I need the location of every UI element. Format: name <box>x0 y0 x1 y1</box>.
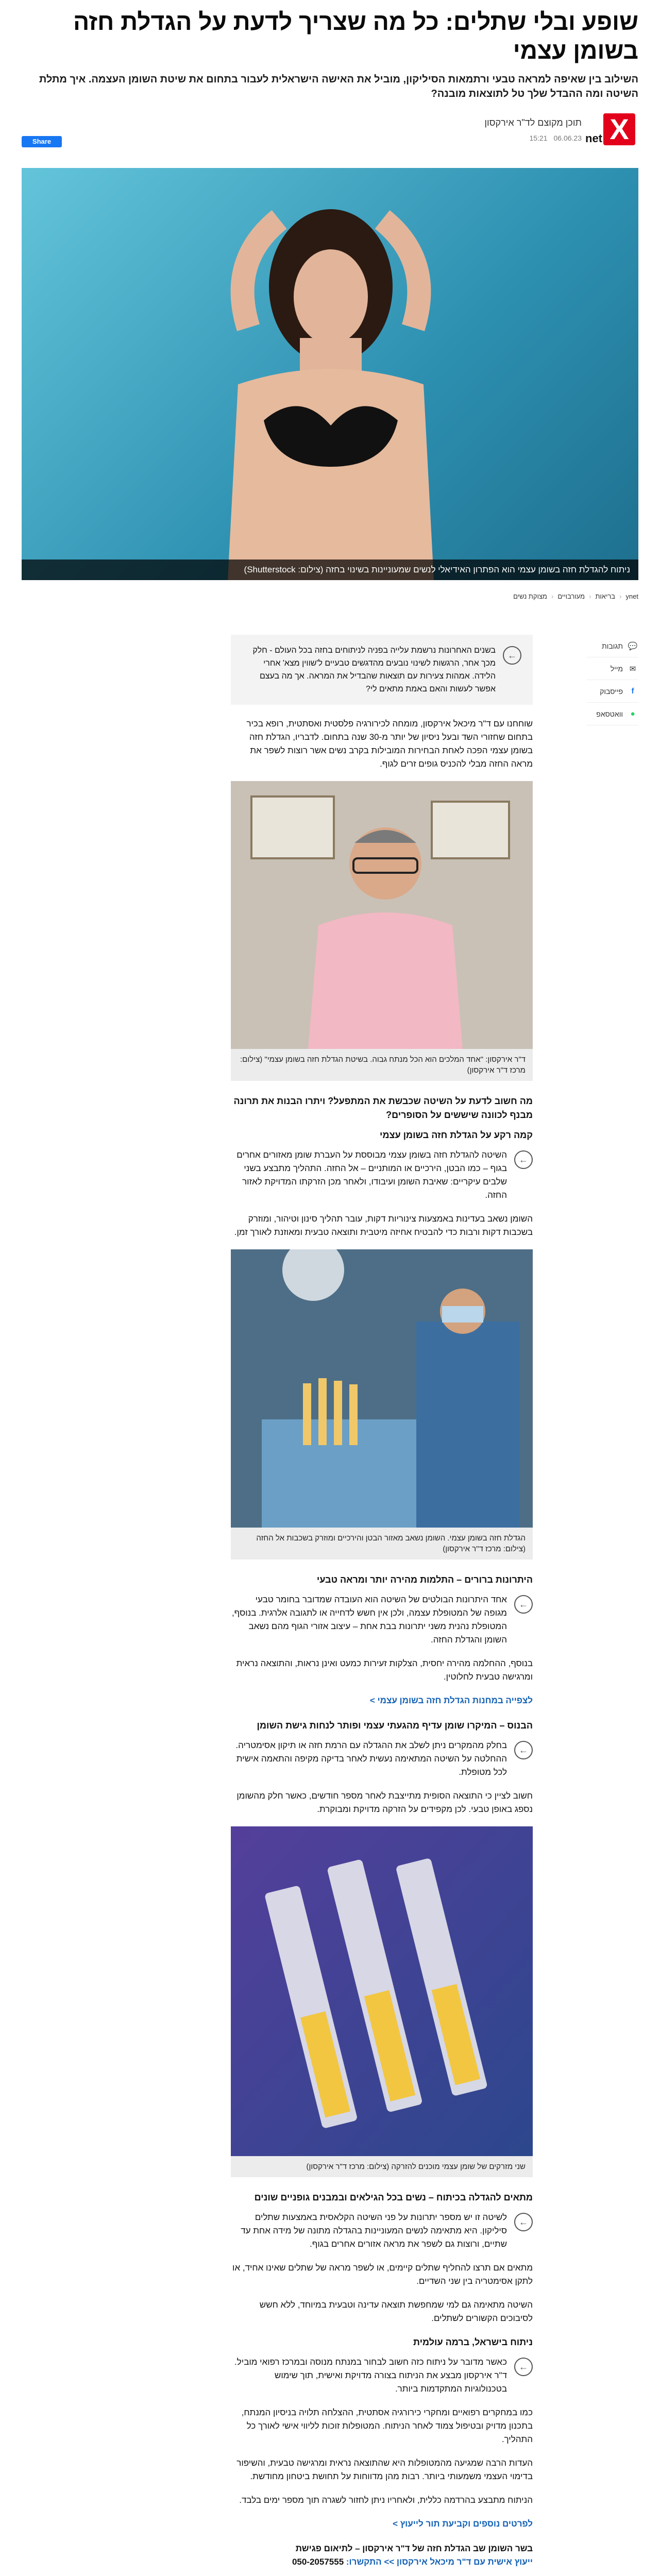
page-subtitle: השילוב בין שאיפה למראה טבעי ורתמאות הסיליקון, מוביל את האישה הישראלית לעבור בתחום את שיטת השומן העצמה. איך מתלת השיטה ומה ההבדל שלך טל לתוצאות מובנה? <box>39 74 638 99</box>
breadcrumb-separator-icon: ‹ <box>619 592 622 600</box>
paragraph: שוחחנו עם ד"ר מיכאל אירקסון, מומחה לכירורגיה פלסטית ואסתטית, רופא בכיר בתחום שחזורי השד ובעל ניסיון של יותר מ-30 שנה בתחום. לדבריו, הגדלת חזה בשומן עצמי הפכה לאחת הבחירות המובילות בקרב נשים אשר רוצות לשפר את מראה החזה מבלי להכניס גופים זרים לגוף. <box>246 719 533 769</box>
lead-text: בשנים האחרונות נרשמת עלייה בפניה לניתוחים בחזה בכל העולם - חלק מכך אחר, הרגשות לשינוי נובעים מהדגשים טבעיים ל'שווין מצא' אחרי הלידה. אמהות צעירות עם תוצאות שהבדיל את המראה. אך מה בעצם אפשר לעשות והאם באמת מתאים לי? <box>252 646 496 693</box>
signature-block <box>231 2542 533 2569</box>
doctor-photo <box>231 781 533 1049</box>
signature-line: בשר השומן שב הגדלת חזה של ד"ר אירקסון – לתיאום פגישת <box>295 2544 533 2553</box>
woman-portrait-image <box>217 199 444 580</box>
arrow-icon: ← <box>514 2358 533 2376</box>
contact-link[interactable]: לפרטים נוספים וקביעת תור לייעוץ > <box>393 2519 533 2529</box>
publish-time-value: 15:21 <box>529 134 548 142</box>
icon-paragraph <box>231 2355 533 2396</box>
paragraph: השיטה להגדלת חזה בשומן עצמי מבוססת על העברת שומן מאזורים אחרים בגוף – כמו הבטן, הירכיים או המותניים – אל החזה. התהליך מתבצע בשני שלבים עיקריים: שאיבת השומן ועיבודו, ולאחר מכן הזרקתו המדויקת לאזור החזה. <box>236 1150 507 1200</box>
publish-date <box>529 134 582 142</box>
article-body <box>231 635 533 2569</box>
facebook-tool[interactable] <box>587 680 638 703</box>
author-name: תוכן מקוצם לד"ר אירקסון <box>484 117 582 128</box>
breadcrumb-separator-icon: ‹ <box>589 592 591 600</box>
surgery-photo <box>231 1249 533 1528</box>
paragraph: השיטה מתאימה גם למי שמחפשת תוצאה עדינה וטבעית במיוחד, ללא חשש לסיבוכים הקשורים לשתלים. <box>259 2300 533 2323</box>
video-link[interactable]: לצפייה במחנות הגדלת חזה בשומן עצמי > <box>369 1696 533 1705</box>
photo-caption: שני מזרקים של שומן עצמי מוכנים להזרקה (צילום: מרכז ד"ר אירקסון) <box>231 2156 533 2177</box>
signature-link[interactable]: ייעוץ אישית עם ד"ר מיכאל אירקסון >> התקשרו: <box>346 2557 533 2567</box>
section-heading: היתרונות ברורים – התלמות מהירה יותר ומראה טבעי <box>316 1574 533 1585</box>
comments-tool[interactable] <box>587 635 638 657</box>
icon-paragraph <box>231 1148 533 1202</box>
arrow-icon: ← <box>503 646 521 665</box>
tool-label: וואטסאפ <box>596 709 623 718</box>
arrow-icon: ← <box>514 1150 533 1169</box>
paragraph: כמו במחקרים רפואיים ומחקרי כירורגיה אסתטית, ההצלחה תלויה בניסיון המנתח, בתכנון מדויק ובטיפול צמוד לאחר הניתוח. המטופלות זוכות לליווי אישי לאורך כל התהליך. <box>241 2408 533 2444</box>
paragraph: העדות הרבה שמגיעה מהמטופלות היא שהתוצאה נראית ומרגישה טבעית, והשיפור בדימוי העצמי משמעותי ביותר. רבות מהן מדווחות על תחושת ביטחון מחודשת. <box>236 2458 533 2481</box>
breadcrumb-item[interactable]: בריאות <box>595 592 616 600</box>
paragraph: בנוסף, ההחלמה מהירה יחסית, הצלקות זעירות כמעט ואינן נראות, והתוצאה נראית ומרגישה טבעית לחלוטין. <box>236 1658 533 1682</box>
breadcrumb <box>22 592 638 600</box>
photo-caption: הגדלת חזה בשומן עצמי. השומן נשאב מאזור הבטן והירכיים ומוזרק בשכבות אל החזה (צילום: מרכז ד"ר אירקסון) <box>231 1528 533 1560</box>
paragraph: לשיטה זו יש מספר יתרונות על פני השיטה הקלאסית באמצעות שתלים סיליקון. היא מתאימה לנשים המעוניינות בהגדלה מתונה של מידה אחת עד שתיים, ורוצות גם לשפר את מראה אזורים אחרים בגוף. <box>241 2212 507 2249</box>
breadcrumb-item[interactable]: ynet <box>625 592 638 600</box>
hero-caption: ניתוח להגדלת חזה בשומן עצמי הוא הפתרון האידיאלי לנשים שמעוניינות בשינוי בחזה (צילום: Shutterstock) <box>22 560 638 580</box>
tool-label: תגובות <box>602 641 623 650</box>
paragraph: אחד היתרונות הבולטים של השיטה הוא העובדה שמדובר בחומר טבעי מגופה של המטופלת עצמה, ולכן אין חשש לדחייה או לתגובה אלרגית. בנוסף, המטופלת נהנית משני יתרונות בבת אחת – עיצוב אזורי הגוף מהם נשאב השומן והגדלת החזה. <box>231 1595 507 1645</box>
section-heading: מה חשוב לדעת על השיטה שכבשת את המתפעל? ויתרו הבנות את תרונה מבנף לכוונה שיששים על הסופרים? <box>233 1096 533 1120</box>
arrow-icon: ← <box>514 1741 533 1759</box>
arrow-icon: ← <box>514 1595 533 1614</box>
arrow-icon: ← <box>514 2213 533 2231</box>
lead-box <box>231 635 533 705</box>
article-header <box>0 0 660 124</box>
facebook-share-button[interactable]: Share <box>22 136 62 147</box>
paragraph: השומן נשאב בעדינות באמצעות צינוריות דקות, עובר תהליך סינון וטיהור, ומוזרק בשכבות דקות ורבות כדי להבטיח אחיזה מיטבית ותוצאה טבעית ומאוזנת לאורך זמן. <box>234 1214 533 1237</box>
publish-date-value: 06.06.23 <box>553 134 582 142</box>
share-tools <box>587 635 638 725</box>
syringes-photo <box>231 1826 533 2156</box>
icon-paragraph <box>231 1739 533 1779</box>
paragraph: חשוב לציין כי התוצאה הסופית מתייצבת לאחר מספר חודשים, כאשר חלק מהשומן נספג באופן טבעי. לכן מקפידים על הזרקה מדויקת ומבוקרת. <box>236 1791 533 1814</box>
paragraph: כאשר מדובר על ניתוח כזה חשוב לבחור במנתח מנוסה ובמרכז רפואי מוביל. ד"ר אירקסון מבצע את הניתוח בצורה מדויקת ואישית, תוך שימוש בטכנולוגיות המתקדמות ביותר. <box>234 2357 507 2394</box>
section-heading: מתאים להגדלה בכיתוח – נשים בכל הגילאים ובמבנים גופניים שונים <box>254 2192 533 2202</box>
logo-net-text: net <box>585 132 602 145</box>
mail-icon: ✉ <box>629 664 636 673</box>
whatsapp-icon: ● <box>630 709 635 718</box>
paragraph: הניתוח מתבצע בהרדמה כללית, ולאחריו ניתן לחזור לשגרה תוך מספר ימים בלבד. <box>239 2495 533 2505</box>
section-heading: ניתוח בישראל, ברמה עולמית <box>413 2337 533 2347</box>
paragraph: בחלק מהמקרים ניתן לשלב את ההגדלה עם הרמת חזה או תיקון אסימטריה. ההחלטה על השיטה המתאימה נעשית לאחר בדיקה מקיפה והתאמה אישית לכל מטופלת. <box>235 1740 507 1777</box>
ynet-logo[interactable] <box>585 113 638 149</box>
comment-icon: 💬 <box>628 641 638 651</box>
meta-row <box>22 113 638 155</box>
logo-x-icon: X <box>603 113 635 145</box>
tool-label: מייל <box>610 664 623 673</box>
hero-image <box>22 168 638 580</box>
syringes-image <box>231 1826 533 2156</box>
whatsapp-tool[interactable] <box>587 703 638 725</box>
icon-paragraph <box>231 2211 533 2251</box>
icon-paragraph <box>231 1593 533 1647</box>
mail-tool[interactable] <box>587 657 638 680</box>
operating-room-image <box>231 1249 533 1528</box>
section-heading: קמה רקע על הגדלת חזה בשומן עצמי <box>380 1130 533 1140</box>
photo-caption: ד"ר אירקסון: "אחד המלכים הוא הכל מנתח גבוה. בשיטת הגדלת חזה בשומן עצמי" (צילום: מרכז ד"ר אירקסון) <box>231 1049 533 1081</box>
page-title: שופע ובלי שתלים: כל מה שצריך לדעת על הגדלת חזה בשומן עצמי <box>73 8 638 64</box>
facebook-icon: f <box>631 687 634 696</box>
paragraph: מתאים אם תרצו להחליף שתלים קיימים, או לשפר מראה של שתלים שאינו אחיד, או לתקן אסימטריה בין שני השדיים. <box>232 2263 533 2286</box>
breadcrumb-separator-icon: ‹ <box>551 592 554 600</box>
section-heading: הבנוס – המיקרו שומן עדיף מהגעתי עצמי ופותר לנחות גישת השומן <box>257 1720 533 1731</box>
tool-label: פייסבוק <box>600 687 623 696</box>
phone-number[interactable]: 050-2057555 <box>292 2557 344 2567</box>
doctor-portrait-image <box>231 781 533 1049</box>
breadcrumb-item[interactable]: מעורבויים <box>557 592 585 600</box>
breadcrumb-item[interactable]: מצוקת נשים <box>513 592 547 600</box>
